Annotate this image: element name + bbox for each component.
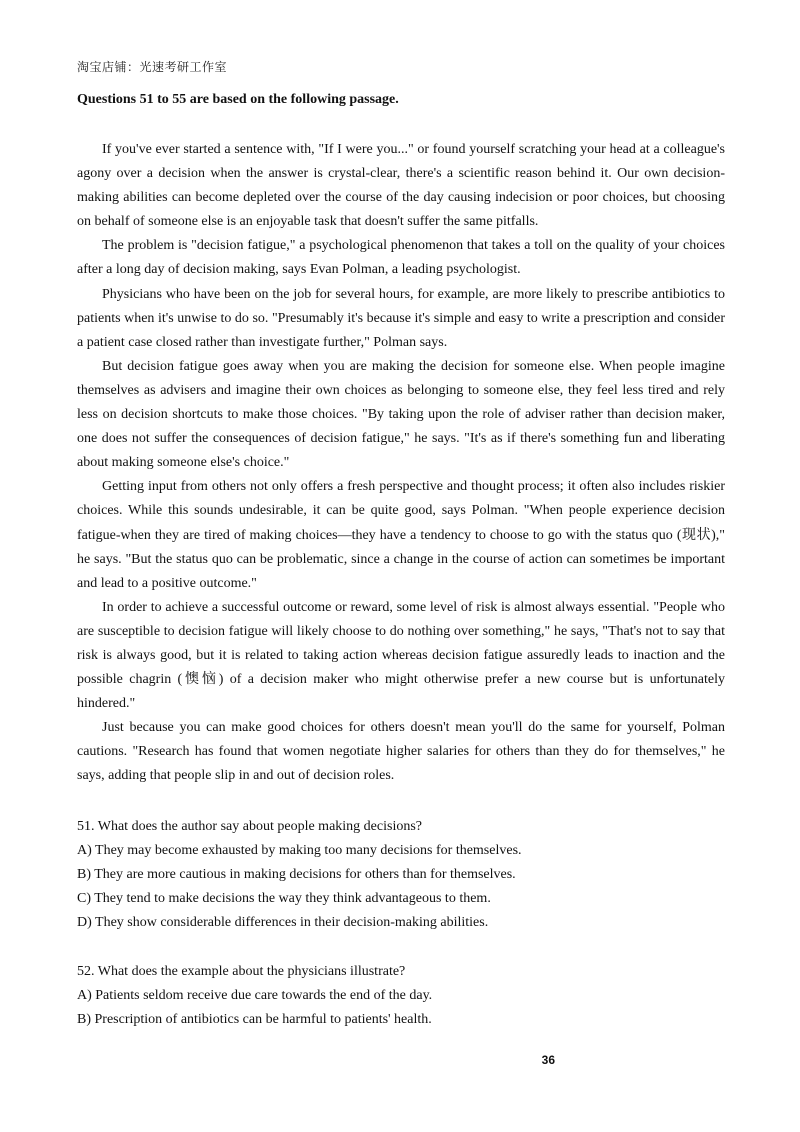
- passage-paragraph-6: In order to achieve a successful outcome or reward, some level of risk is almost always essential. "People who are susceptible to decision fatigue will likely choose to do nothing over something," he says, "That's not to say that risk is always good, but it is related to taking action whereas decision fatigue assuredly leads to inaction and the possible chagrin (懊恼) of a decision maker who might otherwise prefer a new course but is unfortunately hindered.": [77, 599, 725, 712]
- passage-paragraph-5: Getting input from others not only offers a fresh perspective and thought process; it often also includes riskier choices. While this sounds undesirable, it can be quite good, says Polman. "When people experience decision fatigue-when they are tired of making choices—they have a tendency to choose to go with the status quo (现状)," he says. "But the status quo can be problematic, since a change in the course of action can sometimes be important and lead to a positive outcome.": [77, 479, 725, 591]
- option-a: A) They may become exhausted by making too many decisions for themselves.: [77, 843, 522, 858]
- passage-paragraph-1: If you've ever started a sentence with, "If I were you..." or found yourself scratching your head at a colleague's agony over a decision when the answer is crystal-clear, there's a scientific reason behind it. Our own decision-making abilities can become depleted over the course of the day causing indecision or poor choices, but choosing on behalf of someone else is an enjoyable task that doesn't suffer the same pitfalls.: [77, 142, 725, 230]
- header-note: 淘宝店铺：光速考研工作室: [77, 60, 228, 74]
- option-b: B) They are more cautious in making decisions for others than for themselves.: [77, 867, 516, 882]
- reading-passage: [77, 138, 725, 789]
- option-c: C) They tend to make decisions the way they think advantageous to them.: [77, 891, 491, 906]
- question-52: [77, 960, 725, 1032]
- option-b: B) Prescription of antibiotics can be harmful to patients' health.: [77, 1012, 432, 1027]
- passage-paragraph-3: Physicians who have been on the job for several hours, for example, are more likely to prescribe antibiotics to patients when it's unwise to do so. "Presumably it's because it's simple and easy to write a prescription and consider a patient case closed rather than investigate further," Polman says.: [77, 286, 725, 350]
- passage-paragraph-7: Just because you can make good choices for others doesn't mean you'll do the same for yourself, Polman cautions. "Research has found that women negotiate higher salaries for others than they do for themselves," he says, adding that people slip in and out of decision roles.: [77, 720, 725, 784]
- question-stem: 52. What does the example about the physicians illustrate?: [77, 964, 406, 979]
- question-51: [77, 815, 725, 935]
- page-number: 36: [541, 1053, 555, 1067]
- option-d: D) They show considerable differences in their decision-making abilities.: [77, 915, 489, 930]
- passage-paragraph-2: The problem is "decision fatigue," a psychological phenomenon that takes a toll on the quality of your choices after a long day of decision making, says Evan Polman, a leading psychologist.: [77, 238, 725, 278]
- question-stem: 51. What does the author say about people making decisions?: [77, 819, 422, 834]
- section-title: Questions 51 to 55 are based on the following passage.: [77, 92, 399, 107]
- passage-paragraph-4: But decision fatigue goes away when you are making the decision for someone else. When people imagine themselves as advisers and imagine their own choices as belonging to someone else, they feel less tired and rely less on decision shortcuts to make those choices. "By taking upon the role of adviser rather than decision maker, one does not suffer the consequences of decision fatigue," he says. "It's as if there's something fun and liberating about making someone else's choice.": [77, 358, 725, 471]
- option-a: A) Patients seldom receive due care towards the end of the day.: [77, 988, 433, 1003]
